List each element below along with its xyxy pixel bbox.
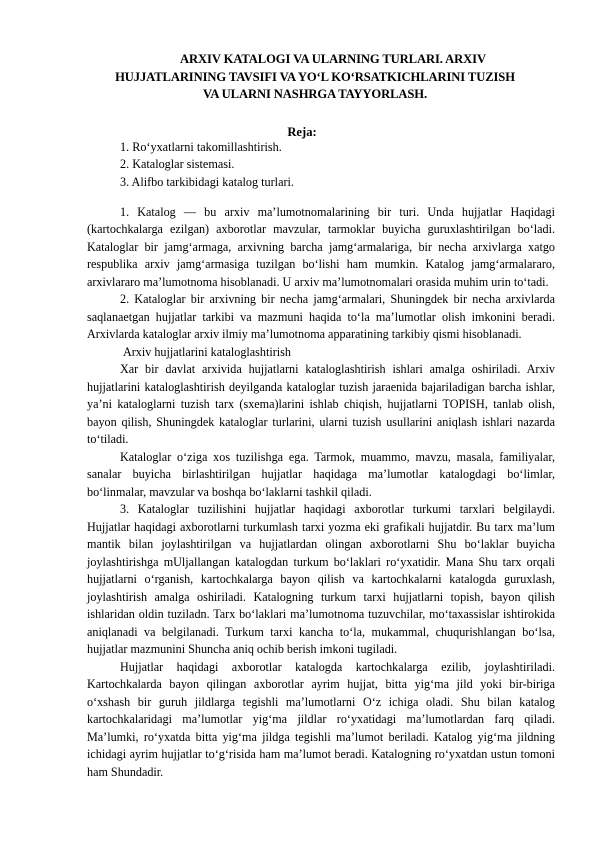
plan-heading: Reja: (287, 125, 317, 139)
plan-item: 2. Kataloglar sistemasi. (120, 157, 235, 172)
paragraph: 1. Katalog — bu arxiv ma’lumotnomalarining bir turi. Unda hujjatlar Haqidagi (kartochkalarga ezilgan) axborotlar mavzular, tarmoklar buyicha guruxlashtirilgan bo‘ladi. Kataloglar bir jamg‘armaga, arxivning barcha jamg‘armalariga, bir necha arxivlarga xatgo respublika arxiv jamg‘armasiga tuzilgan bo‘lishi ham mumkin. Katalog jamg‘armalararo, arxivlararo ma’lumotnoma hisoblanadi. U arxiv ma’lumotnomalari orasida muhim urin to‘tadi. (87, 205, 555, 289)
plan-item: 3. Alifbo tarkibidagi katalog turlari. (120, 174, 294, 189)
document-body (87, 204, 555, 781)
title-line-3: VA ULARNI NASHRGA TAYYORLASH. (202, 87, 428, 101)
plan-list (120, 139, 294, 191)
paragraph: 3. Kataloglar tuzilishini hujjatlar haqidagi axborotlar turkumi tarxlari belgilaydi. Hujjatlar haqidagi axborotlarni turkumlash tarxi yozma eki grafikali hujjatdir. Bu tarx ma’lum mantik bilan joylashtirilgan va hujjatlardan olingan axborotlarni Shu bo‘laklar buyicha joylashtirishga mUljallangan katalogdan turkum bo‘laklari ro‘yxatidir. Mana Shu tarx orqali hujjatlarni o‘rganish, kartochkalarga bayon qilish va kartochkalarni katalogda guruxlash, joylashtirish amalga oshiriladi. Katalogning turkum tarxi hujjatlarni topish, bayon qilish ishlaridan oldin tuziladn. Tarx bo‘laklari ma’lumotnoma tuzuvchilar, mo‘taxassislar ishtirokida aniqlanadi va belgilanadi. Turkum tarxi kancha to‘la, mukammal, chuqurishlangan bo‘lsa, hujjatlar mazmunini Shuncha aniq ochib berish imkoni tugiladi. (87, 502, 555, 657)
paragraph: Kataloglar o‘ziga xos tuzilishga ega. Tarmok, muammo, mavzu, masala, familiyalar, sanalar buyicha birlashtirilgan hujjatlar haqidaga ma’lumotlar katalogdagi bo‘limlar, bo‘linmalar, mavzular va boshqa bo‘laklarni tashkil qiladi. (87, 449, 555, 499)
section-subheading: Arxiv hujjatlarini kataloglashtirish (123, 344, 291, 359)
title-line-1: ARXIV KATALOGI VA ULARNING TURLARI. ARXIV (180, 52, 486, 66)
paragraph: Xar bir davlat arxivida hujjatlarni kataloglashtirish ishlari amalga oshiriladi. Arxiv hujjatlarini kataloglashtirish deyilganda kataloglar tuzish jaraenida bajariladigan barcha ishlar, ya’ni kataloglarni tuzish tarx (sxema)larini ishlab chiqish, hujjatlarni TOPISH, tanlab olish, bayon qilish, Shuningdek kataloglar turlarini, ularni tuzish usullarini aniqlash ishlari nazarda to‘tiladi. (87, 362, 555, 447)
paragraph: 2. Kataloglar bir arxivning bir necha jamg‘armalari, Shuningdek bir necha arxivlarda saqlanaetgan hujjatlar tarkibi va mazmuni haqida to‘la ma’lumotlar olish imkonini beradi. Arxivlarda kataloglar arxiv ilmiy ma’lumotnoma apparatining tarkibiy qismi hisoblanadi. (87, 292, 555, 342)
document-title (85, 51, 545, 104)
title-line-2: HUJJATLARINING TAVSIFI VA YO‘L KO‘RSATKICHLARINI TUZISH (115, 69, 515, 84)
plan-item: 1. Ro‘yxatlarni takomillashtirish. (120, 140, 282, 154)
paragraph: Hujjatlar haqidagi axborotlar katalogda kartochkalarga ezilib, joylashtiriladi. Kartochkalarda bayon qilingan axborotlar ayrim hujjat, bitta yig‘ma jild yoki bir-biriga o‘xshash bir guruh jildlarga tegishli ma’lumotlarni O‘z ichiga oladi. Shu bilan katalog kartochkalaridagi ma’lumotlar yig‘ma jildlar ro‘yxatidagi ma’lumotlardan farq qiladi. Ma’lumki, ro‘yxatda bitta yig‘ma jildga tegishli ma’lumot beriladi. Katalog yig‘ma jildning ichidagi ayrim hujjatlar to‘g‘risida ham ma’lumot beradi. Katalogning ro‘yxatdan ustun tomoni ham Shundadir. (87, 659, 555, 779)
